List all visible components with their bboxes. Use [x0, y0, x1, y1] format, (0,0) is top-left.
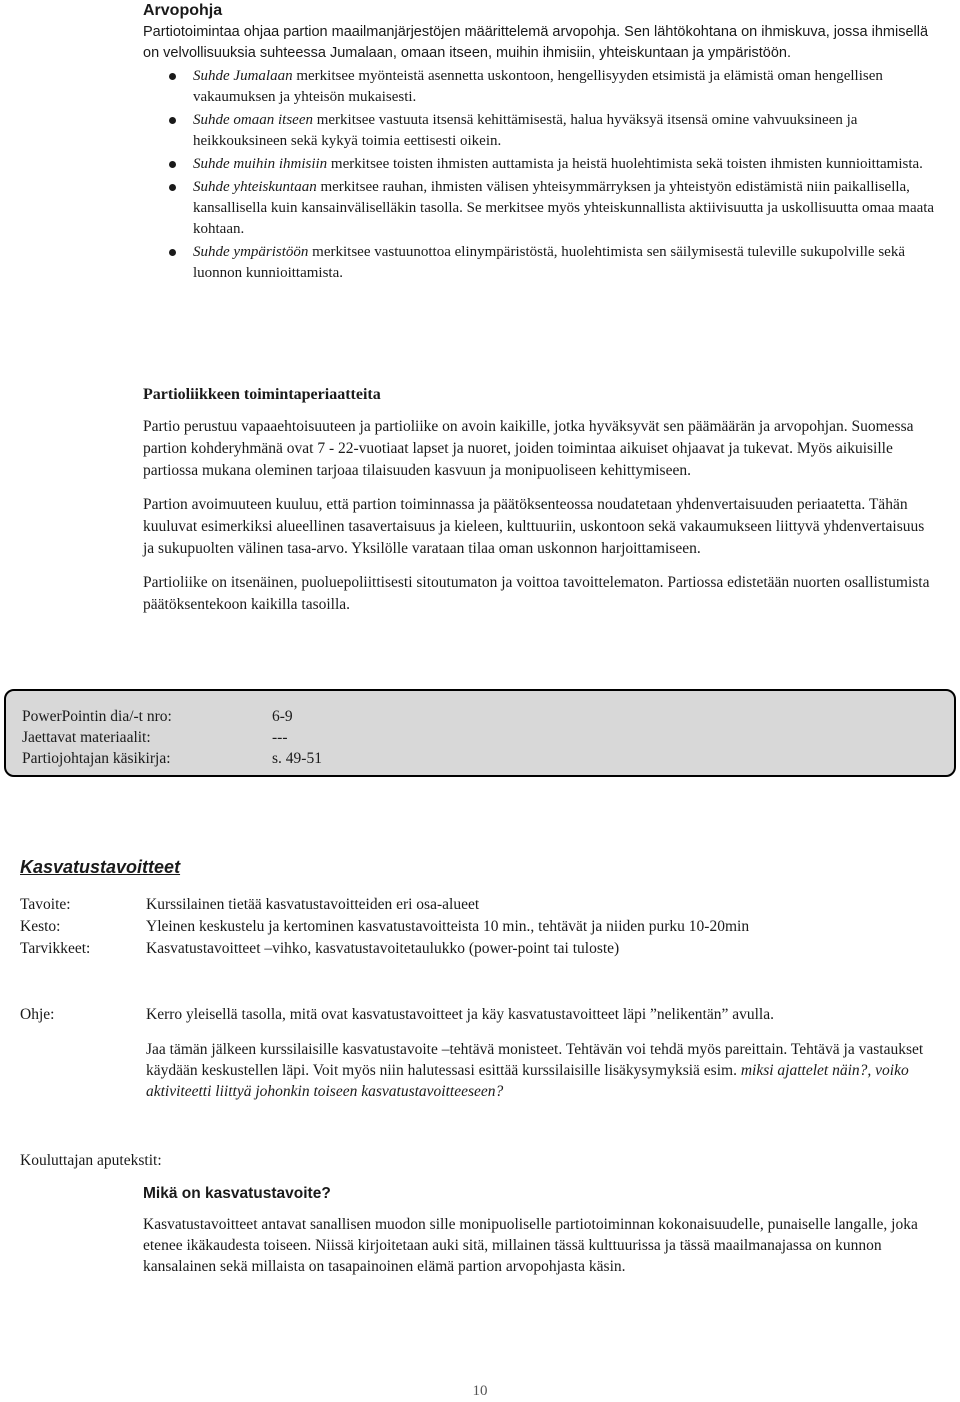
kv-value: Yleinen keskustelu ja kertominen kasvatustavoitteista 10 min., tehtävät ja niiden purku 10-20min — [146, 918, 750, 935]
kasvatus-row-kesto — [20, 916, 750, 937]
info-row — [22, 727, 288, 748]
arvopohja-intro: Partiotoimintaa ohjaa partion maailmanjärjestöjen määrittelemä arvopohja. Sen lähtökohtana on ihmiskuva, jossa ihmisellä on velvollisuuksia suhteessa Jumalaan, omaan itseen, muihin ihmisiin, yhteiskuntaan ja ympäristöön. — [143, 24, 929, 61]
kv-label: Tavoite: — [20, 896, 71, 913]
periaatteet-section — [143, 384, 933, 616]
kasvatus-row-tavoite — [20, 894, 480, 915]
kasvatus-row-tarvikkeet — [20, 938, 620, 959]
bullet-term: Suhde muihin ihmisiin — [193, 156, 328, 172]
info-label: Partiojohtajan käsikirja: — [22, 750, 171, 767]
info-value: 6-9 — [272, 708, 293, 725]
info-row — [22, 748, 322, 769]
ohje-paragraph-2 — [146, 1039, 936, 1102]
info-box — [4, 689, 956, 777]
ohje-paragraph-1: Kerro yleisellä tasolla, mitä ovat kasvatustavoitteet ja käy kasvatustavoitteet läpi ”nelikentän” avulla. — [146, 1006, 774, 1023]
bullet-dot-icon — [169, 249, 176, 256]
info-value: --- — [272, 729, 288, 746]
arvopohja-section — [143, 0, 943, 286]
ohje-paragraph-2-text: Jaa tämän jälkeen kurssilaisille kasvatustavoite –tehtävä monisteet. Tehtävän voi tehdä myös pareittain. Tehtävä ja vastaukset käydään keskustellen läpi. Voit myös niin halutessasi esittää kurssilaisille lisäkysymyksiä esim. — [146, 1041, 924, 1079]
ohje-paragraph-2-italic: miksi ajattelet näin?, voiko aktiviteetti liittyä johonkin toiseen kasvatustavoitteeseen? — [146, 1062, 909, 1100]
bullet-text: merkitsee myönteistä asennetta uskontoon, hengellisyyden etsimistä ja elämistä oman hengellisen vakaumuksen ja yhteisön mukaisesti. — [193, 68, 883, 105]
aputeksti-paragraph: Kasvatustavoitteet antavat sanallisen muodon sille monipuoliselle partiotoiminnan kokonaisuudelle, punaiselle langalle, joka etenee ikäkaudesta toiseen. Niissä kirjoitetaan auki sitä, millainen tässä kulttuurissa ja tässä maailmanajassa on kunnon kansalainen sekä millaista on tasapainoinen elämä partion arvopohjasta käsin. — [143, 1216, 918, 1275]
info-label: Jaettavat materiaalit: — [22, 729, 151, 746]
periaatteet-heading: Partioliikkeen toimintaperiaatteita — [143, 386, 381, 403]
arvopohja-bullet-list — [143, 66, 943, 284]
kv-label: Tarvikkeet: — [20, 940, 91, 957]
bullet-text: merkitsee vastuunottoa elinympäristöstä, huolehtimista sen säilymisestä tuleville sukupolville sekä luonnon kunnioittamista. — [193, 244, 905, 281]
kv-value: Kurssilainen tietää kasvatustavoitteiden eri osa-alueet — [146, 896, 480, 913]
bullet-item — [143, 177, 943, 240]
kasvatus-heading: Kasvatustavoitteet — [20, 857, 181, 877]
bullet-term: Suhde ympäristöön — [193, 244, 309, 260]
kv-label: Kesto: — [20, 918, 61, 935]
bullet-term: Suhde Jumalaan — [193, 68, 293, 84]
bullet-dot-icon — [169, 73, 176, 80]
page-number: 10 — [472, 1383, 488, 1399]
info-value: s. 49-51 — [272, 750, 322, 767]
bullet-term: Suhde omaan itseen — [193, 112, 313, 128]
aputeksti-label: Kouluttajan aputekstit: — [20, 1152, 162, 1169]
bullet-text: merkitsee toisten ihmisten auttamista ja heistä huolehtimista sekä toisten ihmisten kunnioittamista. — [327, 156, 923, 172]
aputeksti-question: Mikä on kasvatustavoite? — [143, 1185, 331, 1202]
bullet-item — [143, 66, 943, 108]
bullet-dot-icon — [169, 161, 176, 168]
info-row — [22, 706, 293, 727]
bullet-text: merkitsee vastuuta itsensä kehittämisestä, halua hyväksyä itsensä omine vahvuuksineen ja heikkouksineen sekä kykyä toimia eettisesti oikein. — [193, 112, 858, 149]
periaatteet-paragraph-1: Partio perustuu vapaaehtoisuuteen ja partioliike on avoin kaikille, jotka hyväksyvät sen päämäärän ja arvopohjan. Suomessa partion kohderyhmänä ovat 7 - 22-vuotiaat lapset ja nuoret, joiden toimintaa aikuiset ohjaavat ja tukevat. Myös aikuisille partiossa mukana oleminen tarjoaa tilaisuuden kasvuun ja monipuoliseen kehittymiseen. — [143, 418, 914, 479]
kv-value: Kasvatustavoitteet –vihko, kasvatustavoitetaulukko (power-point tai tuloste) — [146, 940, 620, 957]
bullet-item — [143, 110, 943, 152]
periaatteet-paragraph-2: Partion avoimuuteen kuuluu, että partion toiminnassa ja päätöksenteossa noudatetaan yhdenvertaisuuden periaatetta. Tähän kuuluvat esimerkiksi alueellinen tasavertaisuus ja kieleen, kulttuuriin, uskontoon sekä vakaumukseen liittyvä yhdenvertaisuus ja sukupuolten välinen tasa-arvo. Yksilölle varataan tilaa oman uskonnon harjoittamiseen. — [143, 496, 925, 557]
bullet-term: Suhde yhteiskuntaan — [193, 179, 317, 195]
bullet-dot-icon — [169, 184, 176, 191]
periaatteet-paragraph-3: Partioliike on itsenäinen, puoluepoliittisesti sitoutumaton ja voittoa tavoittelematon. Partiossa edistetään nuorten osallistumista päätöksentekoon kaikilla tasoilla. — [143, 574, 930, 613]
ohje-label: Ohje: — [20, 1006, 55, 1023]
info-label: PowerPointin dia/-t nro: — [22, 708, 172, 725]
bullet-dot-icon — [169, 117, 176, 124]
bullet-text: merkitsee rauhan, ihmisten välisen yhteisymmärryksen ja yhteistyön edistämistä niin paikallisella, kansallisella kuin kansainväliselläkin tasolla. Se merkitsee myös yhteiskunnallista aktiivisuutta ja uskollisuutta omaa maata kohtaan. — [193, 179, 935, 237]
arvopohja-heading: Arvopohja — [143, 2, 223, 19]
bullet-item — [143, 154, 943, 175]
bullet-item — [143, 242, 943, 284]
